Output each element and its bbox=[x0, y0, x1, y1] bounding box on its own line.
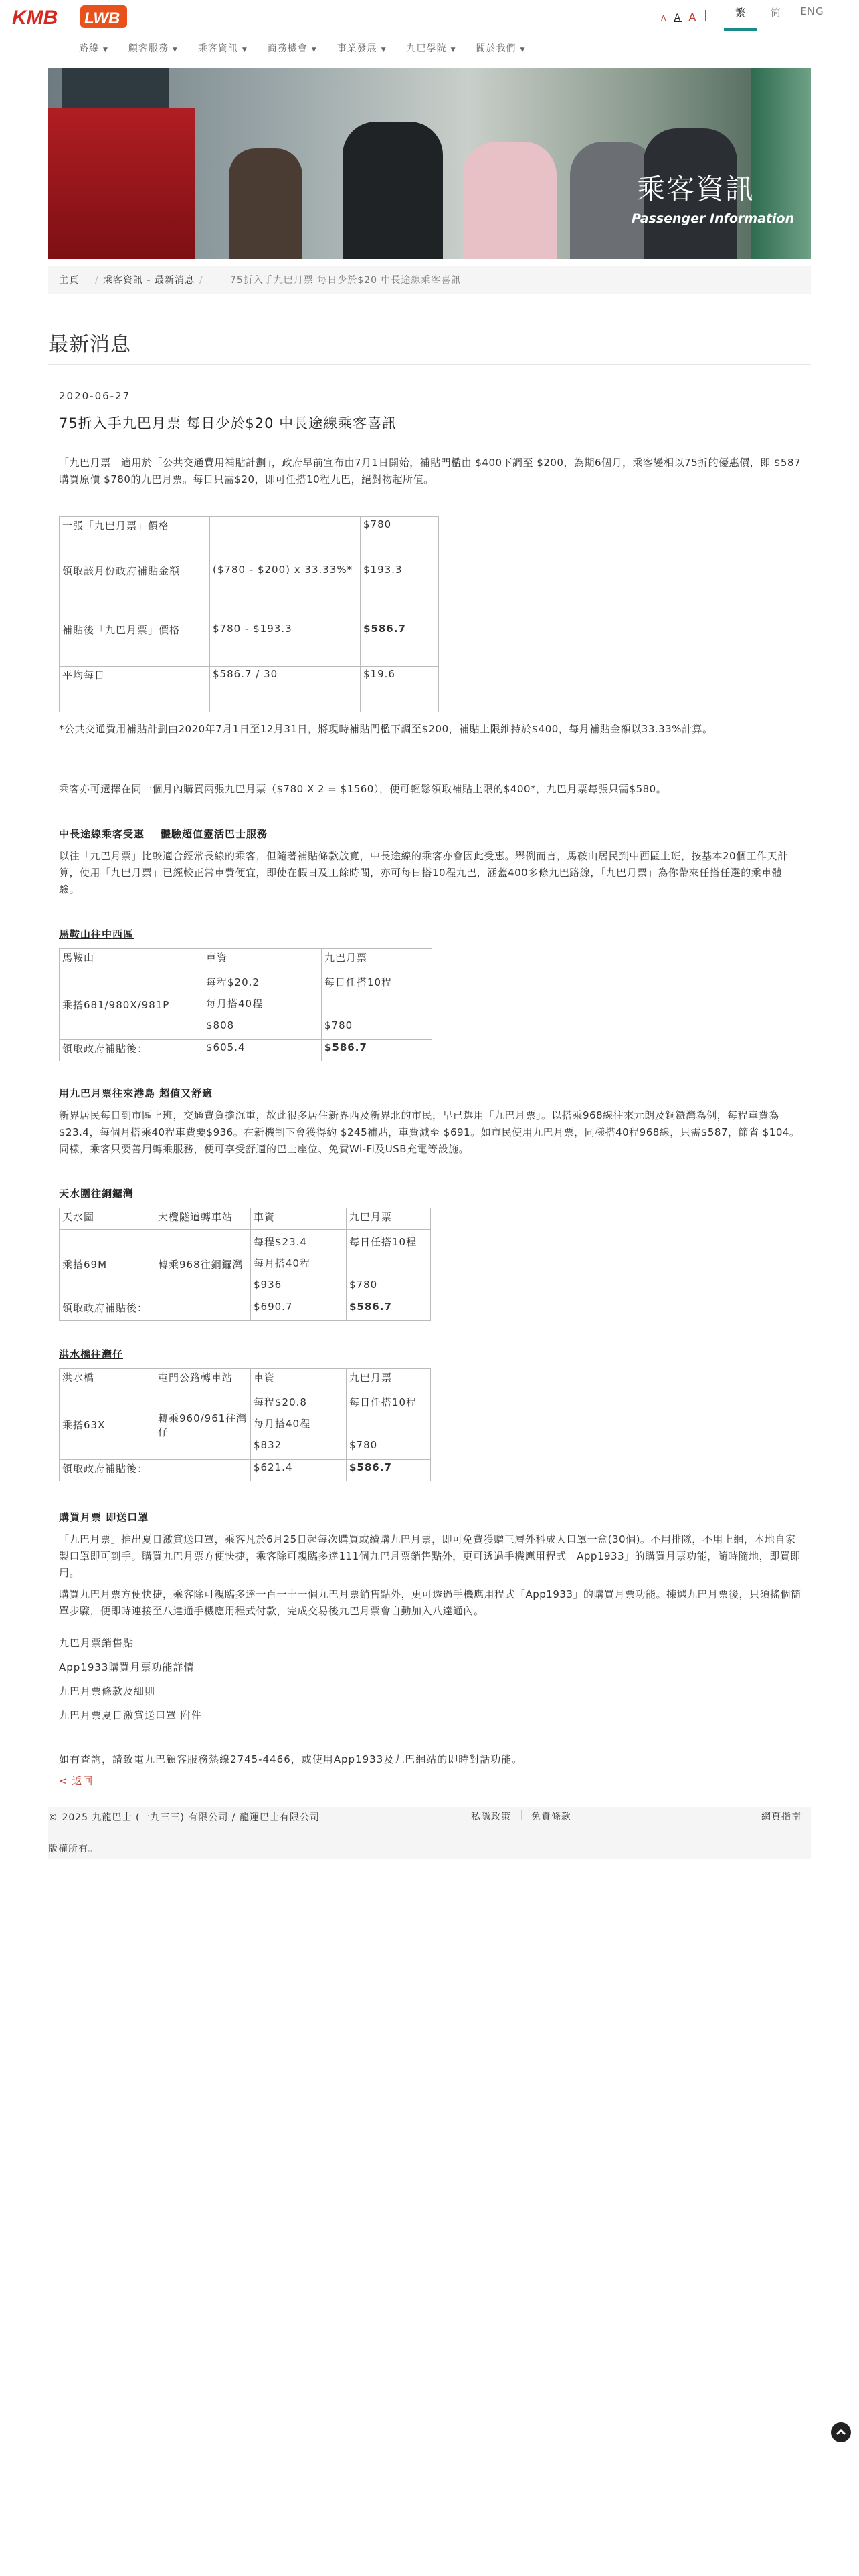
article-paragraph: 乘客亦可選擇在同一個月內購買兩張九巴月票（$780 X 2 = $1560），便可輕鬆領取補貼上限的$400*，九巴月票每張只需$580。 bbox=[59, 783, 667, 795]
table-cell bbox=[322, 970, 432, 1040]
table-cell: 九巴月票 bbox=[322, 949, 432, 970]
table-cell: 平均每日 bbox=[60, 667, 210, 712]
article-paragraph: 新界居民每日到市區上班，交通費負擔沉重，故此很多居住新界西及新界北的市民，早已選用「九巴月票」。以搭乘968線往來元朗及銅鑼灣為例，每程車費為$23.4，每個月搭乘40程車費要$936。在新機制下會獲得約 $245補貼，車費減至 $691。如市民使用九巴月票，同樣搭40程968線，只需$587，節省 $104。同樣，乘客只要善用轉乘服務，便可享受舒適的巴士座位、免費Wi-Fi及USB充電等設施。 bbox=[59, 1109, 800, 1155]
caret-down-icon: ▼ bbox=[172, 47, 178, 53]
table-row bbox=[60, 621, 439, 667]
fare-line: $780 bbox=[349, 1439, 378, 1451]
fare-line: 每程$20.2 bbox=[206, 976, 260, 988]
banner-person bbox=[229, 148, 302, 259]
kmb-logo[interactable] bbox=[11, 5, 66, 28]
table-row bbox=[60, 1299, 431, 1321]
fare-line bbox=[324, 993, 429, 1014]
table-cell: $586.7 bbox=[347, 1299, 431, 1321]
fare-line bbox=[349, 1413, 427, 1434]
table-cell: $690.7 bbox=[251, 1299, 347, 1321]
banner-bus bbox=[48, 108, 195, 259]
footer bbox=[48, 1807, 811, 1859]
fare-table-ma-on-shan bbox=[59, 948, 432, 1061]
font-size-small[interactable]: A bbox=[661, 14, 668, 23]
fare-line: 每程$23.4 bbox=[254, 1236, 307, 1248]
fare-line: $780 bbox=[349, 1279, 378, 1291]
table-cell: 轉乘968往銅鑼灣 bbox=[155, 1230, 251, 1299]
nav-label: 乘客資訊 bbox=[197, 43, 238, 54]
breadcrumb-separator: / bbox=[95, 275, 99, 286]
banner-title: 乘客資訊 bbox=[637, 173, 755, 205]
fare-line: 每月搭40程 bbox=[206, 998, 264, 1010]
caret-down-icon: ▼ bbox=[381, 47, 387, 53]
table-cell bbox=[203, 970, 322, 1040]
link-terms[interactable]: 九巴月票條款及細則 bbox=[59, 1685, 156, 1697]
fare-table-hung-shui-kiu bbox=[59, 1368, 431, 1481]
nav-customer-service[interactable] bbox=[128, 37, 178, 62]
article-date: 2020-06-27 bbox=[59, 390, 131, 402]
table-cell: $586.7 bbox=[347, 1460, 431, 1481]
banner-subtitle: Passenger Information bbox=[632, 211, 795, 226]
table-row bbox=[60, 949, 432, 970]
fare-line: $832 bbox=[254, 1439, 282, 1451]
nav-label: 事業發展 bbox=[337, 43, 377, 54]
section-heading: 購買月票 即送口罩 bbox=[59, 1511, 149, 1523]
svg-text:KMB: KMB bbox=[12, 7, 58, 28]
table-cell: ($780 - $200) x 33.33%* bbox=[210, 562, 361, 621]
footer-disclaimer-link[interactable]: 免責條款 bbox=[531, 1812, 571, 1822]
article-paragraph: 購買九巴月票方便快捷，乘客除可親臨多達一百一十一個九巴月票銷售點外，更可透過手機應用程式「App1933」的購買月票功能。揀選九巴月票後，只須搖個簡單步驟，便即時連接至八達通手機應用程式付款，完成交易後九巴月票會自動加入八達通內。 bbox=[59, 1588, 801, 1617]
svg-text:LWB: LWB bbox=[84, 9, 120, 27]
section-heading: 天水圍往銅鑼灣 bbox=[59, 1188, 134, 1200]
article-headline: 75折入手九巴月票 每日少於$20 中長途線乘客喜訊 bbox=[59, 415, 397, 431]
nav-label: 顧客服務 bbox=[128, 43, 169, 54]
table-row bbox=[60, 970, 432, 1040]
table-row bbox=[60, 1040, 432, 1061]
table-cell: 天水圍 bbox=[60, 1208, 155, 1230]
table-cell: $621.4 bbox=[251, 1460, 347, 1481]
table-row bbox=[60, 667, 439, 712]
top-bar bbox=[0, 0, 859, 37]
fare-line: 每日任搭10程 bbox=[324, 976, 393, 988]
banner-person bbox=[343, 122, 443, 259]
header-separator: | bbox=[704, 8, 708, 21]
link-mask-attachment[interactable]: 九巴月票夏日激賞送口罩 附件 bbox=[59, 1709, 202, 1721]
article-paragraph: 「九巴月票」推出夏日激賞送口罩，乘客凡於6月25日起每次購買或續購九巴月票，即可免費獲贈三層外科成人口罩一盒(30個)。不用排隊，不用上網，本地自家製口罩即可到手。購買九巴月票方便快捷，乘客除可親臨多達111個九巴月票銷售點外，更可透過手機應用程式「App1933」的購買月票功能，隨時隨地，即買即用。 bbox=[59, 1533, 801, 1579]
back-link[interactable]: < 返回 bbox=[59, 1775, 94, 1787]
nav-academy[interactable] bbox=[407, 37, 456, 62]
table-cell: $780 bbox=[361, 517, 439, 562]
breadcrumb-home[interactable]: 主頁 bbox=[59, 275, 79, 286]
footer-copyright: © 2025 九龍巴士 (一九三三) 有限公司 / 龍運巴士有限公司 bbox=[48, 1812, 320, 1823]
table-row bbox=[60, 1230, 431, 1299]
fare-line: 每月搭40程 bbox=[254, 1418, 311, 1430]
main-nav bbox=[79, 37, 545, 62]
price-table bbox=[59, 516, 439, 712]
nav-passenger-info[interactable] bbox=[198, 37, 248, 62]
lang-simplified[interactable]: 简 bbox=[770, 7, 781, 19]
table-cell: $780 - $193.3 bbox=[210, 621, 361, 667]
article-paragraph: 以往「九巴月票」比較適合經常長線的乘客，但隨著補貼條款放寬，中長途線的乘客亦會因此受惠。舉例而言，馬鞍山居民到中西區上班，按基本20個工作天計算，使用「九巴月票」已經較正常車費便宜，即使在假日及工餘時間，亦可每日搭10程九巴，涵蓋400多條九巴路線，「九巴月票」為你帶來任搭任選的乘車體驗。 bbox=[59, 850, 788, 895]
chevron-up-circle-icon[interactable] bbox=[831, 2422, 851, 2442]
nav-about[interactable] bbox=[476, 37, 526, 62]
fare-table-tin-shui-wai bbox=[59, 1208, 431, 1321]
enquiry-text: 如有查詢，請致電九巴顧客服務熱線2745-4466，或使用App1933及九巴網站的即時對話功能。 bbox=[59, 1753, 523, 1765]
section-heading: 馬鞍山往中西區 bbox=[59, 928, 134, 940]
table-cell: 車資 bbox=[251, 1369, 347, 1390]
hero-banner bbox=[48, 68, 811, 259]
breadcrumb-section[interactable]: 乘客資訊 - 最新消息 bbox=[103, 275, 195, 286]
table-cell bbox=[347, 1230, 431, 1299]
divider bbox=[48, 364, 811, 365]
fare-line: 每程$20.8 bbox=[254, 1396, 307, 1408]
banner-pillar bbox=[751, 68, 811, 259]
table-cell: 車資 bbox=[203, 949, 322, 970]
footer-divider: | bbox=[520, 1810, 524, 1820]
table-cell: 大欖隧道轉車站 bbox=[155, 1208, 251, 1230]
link-sales-points[interactable]: 九巴月票銷售點 bbox=[59, 1637, 134, 1649]
table-cell: 領取政府補貼後： bbox=[60, 1299, 251, 1321]
link-app1933-details[interactable]: App1933購買月票功能詳情 bbox=[59, 1661, 195, 1673]
table-cell: $605.4 bbox=[203, 1040, 322, 1061]
table-cell: 九巴月票 bbox=[347, 1208, 431, 1230]
fare-line: 每日任搭10程 bbox=[349, 1396, 417, 1408]
table-cell: 轉乘960/961往灣仔 bbox=[155, 1390, 251, 1460]
section-heading: 洪水橋往灣仔 bbox=[59, 1348, 124, 1360]
nav-label: 商務機會 bbox=[267, 43, 308, 54]
table-cell bbox=[251, 1390, 347, 1460]
section-heading: 用九巴月票往來港島 超值又舒適 bbox=[59, 1087, 213, 1099]
fare-line bbox=[349, 1253, 427, 1274]
table-cell bbox=[347, 1390, 431, 1460]
breadcrumb-current: 75折入手九巴月票 每日少於$20 中長途線乘客喜訊 bbox=[230, 275, 462, 286]
table-row bbox=[60, 1390, 431, 1460]
table-cell: $19.6 bbox=[361, 667, 439, 712]
table-cell: 車資 bbox=[251, 1208, 347, 1230]
nav-label: 九巴學院 bbox=[406, 43, 447, 54]
fare-line: 每日任搭10程 bbox=[349, 1236, 417, 1248]
lwb-logo[interactable] bbox=[80, 4, 127, 29]
caret-down-icon: ▼ bbox=[103, 47, 108, 53]
fare-line: $780 bbox=[324, 1019, 353, 1031]
fare-line: $808 bbox=[206, 1019, 235, 1031]
font-size-medium[interactable]: A bbox=[674, 13, 682, 23]
caret-down-icon: ▼ bbox=[242, 47, 248, 53]
table-cell: 領取政府補貼後： bbox=[60, 1460, 251, 1481]
table-row bbox=[60, 517, 439, 562]
table-cell: $586.7 bbox=[322, 1040, 432, 1061]
footer-rights: 版權所有。 bbox=[48, 1844, 98, 1854]
table-cell: 洪水橋 bbox=[60, 1369, 155, 1390]
table-cell: 屯門公路轉車站 bbox=[155, 1369, 251, 1390]
table-row bbox=[60, 562, 439, 621]
table-cell: $586.7 / 30 bbox=[210, 667, 361, 712]
caret-down-icon: ▼ bbox=[450, 47, 456, 53]
table-cell: 乘搭681/980X/981P bbox=[60, 970, 203, 1040]
table-cell bbox=[210, 517, 361, 562]
breadcrumb-separator: / bbox=[199, 275, 203, 286]
footer-guide-link[interactable]: 網頁指南 bbox=[761, 1812, 801, 1822]
table-cell: 領取該月份政府補貼金額 bbox=[60, 562, 210, 621]
lang-traditional[interactable]: 繁 bbox=[724, 5, 757, 31]
nav-routes[interactable] bbox=[79, 37, 108, 62]
table-cell: 補貼後「九巴月票」價格 bbox=[60, 621, 210, 667]
article-intro: 「九巴月票」適用於「公共交通費用補貼計劃」，政府早前宣布由7月1日開始，補貼門檻由 $400下調至 $200，為期6個月，乘客變相以75折的優惠價，即 $587購買原價 $780的九巴月票。每日只需$20，即可任搭10程九巴，絕對物超所值。 bbox=[59, 457, 801, 486]
nav-label: 路線 bbox=[79, 43, 99, 54]
page-title: 最新消息 bbox=[48, 333, 131, 356]
nav-business[interactable] bbox=[268, 37, 317, 62]
font-size-large[interactable]: A bbox=[688, 11, 698, 23]
table-cell: $193.3 bbox=[361, 562, 439, 621]
fare-line: 每月搭40程 bbox=[254, 1257, 311, 1269]
table-row bbox=[60, 1460, 431, 1481]
caret-down-icon: ▼ bbox=[311, 47, 317, 53]
table-row bbox=[60, 1369, 431, 1390]
section-heading-text: 體驗超值靈活巴士服務 bbox=[161, 828, 268, 840]
fare-line: $936 bbox=[254, 1279, 282, 1291]
table-row bbox=[60, 1208, 431, 1230]
table-cell: 一張「九巴月票」價格 bbox=[60, 517, 210, 562]
font-size-switcher bbox=[661, 11, 700, 23]
caret-down-icon: ▼ bbox=[520, 47, 526, 53]
subsidy-note: *公共交通費用補貼計劃由2020年7月1日至12月31日，將現時補貼門檻下調至$200，補貼上限維持於$400，每月補貼金額以33.33%計算。 bbox=[59, 723, 713, 735]
lang-english[interactable]: ENG bbox=[800, 5, 824, 17]
breadcrumb bbox=[48, 266, 811, 294]
table-cell: 馬鞍山 bbox=[60, 949, 203, 970]
footer-privacy-link[interactable]: 私隱政策 bbox=[471, 1812, 511, 1822]
table-cell: 領取政府補貼後： bbox=[60, 1040, 203, 1061]
table-cell: $586.7 bbox=[361, 621, 439, 667]
table-cell: 乘搭63X bbox=[60, 1390, 155, 1460]
nav-label: 關於我們 bbox=[476, 43, 516, 54]
section-heading bbox=[59, 827, 268, 841]
table-cell bbox=[251, 1230, 347, 1299]
banner-person bbox=[463, 142, 557, 259]
table-cell: 乘搭69M bbox=[60, 1230, 155, 1299]
nav-careers[interactable] bbox=[337, 37, 387, 62]
section-heading-text: 中長途線乘客受惠 bbox=[59, 828, 145, 840]
table-cell: 九巴月票 bbox=[347, 1369, 431, 1390]
